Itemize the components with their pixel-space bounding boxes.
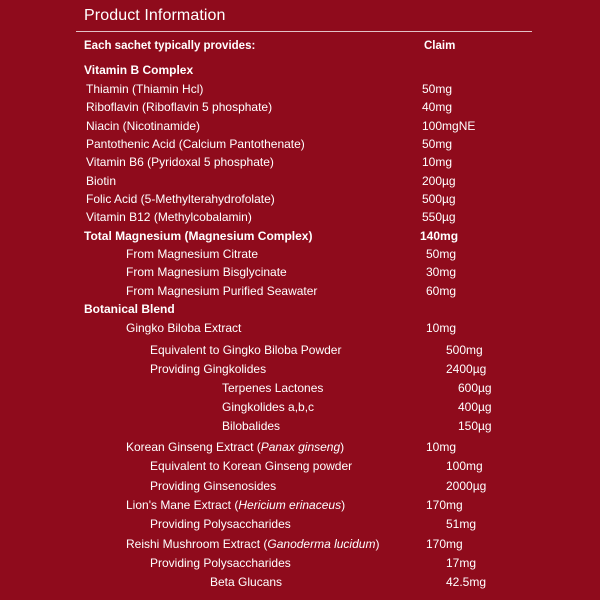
row-amount: 10mg	[426, 440, 457, 454]
row-label: Korean Ginseng Extract (Panax ginseng)	[126, 440, 345, 454]
row-amount: 200µg	[422, 174, 456, 188]
row-amount: 50mg	[426, 247, 457, 261]
row-amount: 50mg	[422, 82, 453, 96]
row-label: Folic Acid (5-Methylterahydrofolate)	[86, 192, 275, 206]
row-amount: 550µg	[422, 210, 456, 224]
row-label: From Magnesium Purified Seawater	[126, 284, 318, 298]
row-label: Vitamin B12 (Methylcobalamin)	[86, 210, 252, 224]
row-label: Lion's Mane Extract (Hericium erinaceus)	[126, 498, 346, 512]
row-amount: 170mg	[426, 537, 463, 551]
row-label: Equivalent to Korean Ginseng powder	[150, 459, 353, 473]
row-label-text: Reishi Mushroom Extract	[126, 537, 261, 551]
row-amount: 51mg	[446, 517, 477, 531]
row-label: Total Magnesium (Magnesium Complex)	[84, 229, 313, 243]
row-latin-name: Hericium erinaceus	[238, 498, 342, 512]
row-amount: 2000µg	[446, 479, 487, 493]
row-label: Reishi Mushroom Extract (Ganoderma lucidum)	[126, 537, 380, 551]
row-amount: 500µg	[422, 192, 456, 206]
row-label: Gingkolides a,b,c	[222, 400, 315, 414]
row-label: Equivalent to Gingko Biloba Powder	[150, 343, 342, 357]
row-label: Beta Glucans	[210, 575, 283, 589]
row-label: Bilobalides	[222, 419, 281, 433]
row-amount: 600µg	[458, 381, 492, 395]
row-amount: 40mg	[422, 100, 453, 114]
row-amount: 30mg	[426, 265, 457, 279]
row-amount: 10mg	[426, 321, 457, 335]
row-amount: 2400µg	[446, 362, 487, 376]
table-header-label: Each sachet typically provides:	[84, 40, 256, 52]
row-label: Providing Polysaccharides	[150, 517, 291, 531]
row-amount: 10mg	[422, 155, 453, 169]
row-label: Botanical Blend	[84, 302, 175, 316]
panel-title: Product Information	[84, 7, 226, 24]
row-amount: 400µg	[458, 400, 492, 414]
row-label: Providing Gingkolides	[150, 362, 267, 376]
row-amount: 100mgNE	[422, 119, 476, 133]
row-label: Thiamin (Thiamin Hcl)	[86, 82, 204, 96]
row-label: Riboflavin (Riboflavin 5 phosphate)	[86, 100, 273, 114]
row-label: Terpenes Lactones	[222, 381, 324, 395]
row-amount: 140mg	[420, 229, 459, 243]
row-amount: 170mg	[426, 498, 463, 512]
row-label: Biotin	[86, 174, 117, 188]
row-label: Providing Polysaccharides	[150, 556, 291, 570]
row-amount: 150µg	[458, 419, 492, 433]
title-divider	[76, 31, 532, 32]
row-label: From Magnesium Citrate	[126, 247, 259, 261]
row-label: Vitamin B6 (Pyridoxal 5 phosphate)	[86, 155, 274, 169]
row-label: Providing Ginsenosides	[150, 479, 277, 493]
row-label-text: Lion's Mane Extract	[126, 498, 232, 512]
row-amount: 17mg	[446, 556, 477, 570]
table-header-claim: Claim	[424, 40, 456, 52]
row-label-text: Korean Ginseng Extract	[126, 440, 254, 454]
row-label: Niacin (Nicotinamide)	[86, 119, 201, 133]
row-label: Pantothenic Acid (Calcium Pantothenate)	[86, 137, 305, 151]
row-amount: 100mg	[446, 459, 483, 473]
row-label: From Magnesium Bisglycinate	[126, 265, 287, 279]
row-amount: 500mg	[446, 343, 483, 357]
row-amount: 60mg	[426, 284, 457, 298]
row-amount: 42.5mg	[446, 575, 487, 589]
row-latin-name: Panax ginseng	[260, 440, 341, 454]
row-label: Vitamin B Complex	[84, 63, 194, 77]
row-amount: 50mg	[422, 137, 453, 151]
row-label: Gingko Biloba Extract	[126, 321, 242, 335]
row-latin-name: Ganoderma lucidum	[267, 537, 376, 551]
